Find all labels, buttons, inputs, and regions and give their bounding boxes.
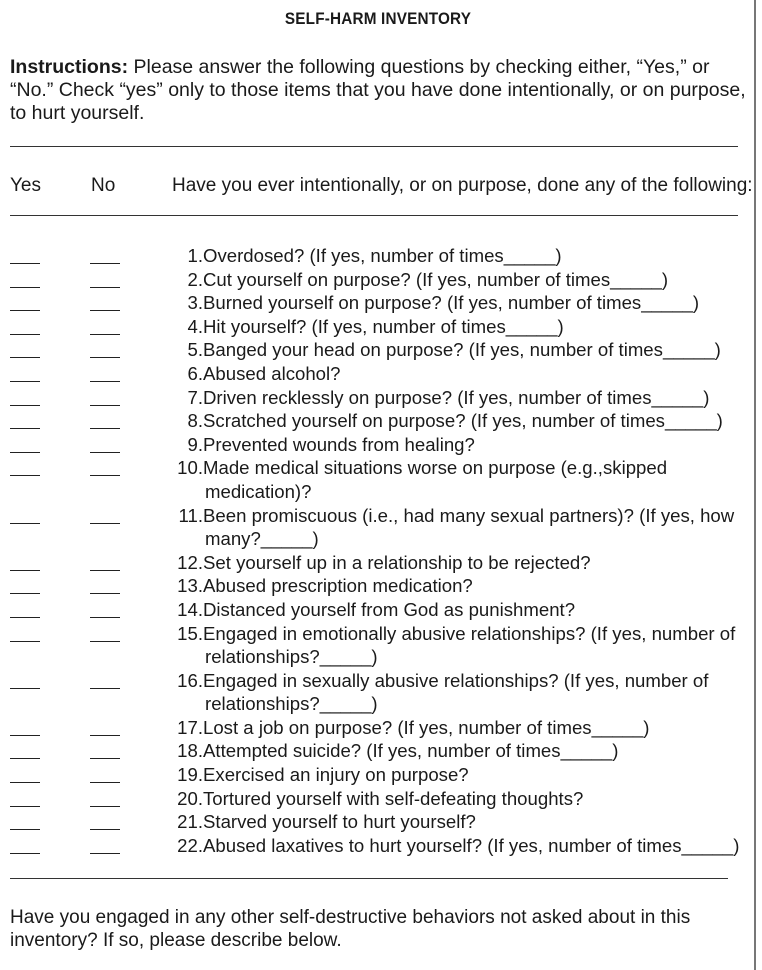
question-number: 8.: [187, 410, 203, 432]
question-line: Lost a job on purpose? (If yes, number of times_____): [203, 716, 650, 738]
question-line: relationships?_____): [205, 646, 378, 668]
no-answer-blank[interactable]: [90, 428, 120, 429]
divider-bottom: [10, 878, 728, 879]
yes-answer-blank[interactable]: [10, 617, 40, 618]
question-row: [0, 386, 756, 410]
question-number: 4.: [187, 315, 203, 337]
no-answer-blank[interactable]: [90, 735, 120, 736]
question-number: 3.: [187, 292, 203, 314]
no-answer-blank[interactable]: [90, 381, 120, 382]
question-number: 21.: [177, 811, 203, 833]
question-text: [203, 669, 743, 716]
question-line: Prevented wounds from healing?: [203, 433, 475, 455]
no-answer-blank[interactable]: [90, 688, 120, 689]
question-text: [203, 787, 743, 811]
yes-answer-blank[interactable]: [10, 405, 40, 406]
question-line: Been promiscuous (i.e., had many sexual partners)? (If yes, how: [203, 504, 735, 526]
footer-question: Have you engaged in any other self-destructive behaviors not asked about in this inventory? If so, please describe below.: [10, 907, 691, 951]
question-line: Distanced yourself from God as punishment?: [203, 598, 576, 620]
question-row: [0, 268, 756, 292]
no-answer-blank[interactable]: [90, 806, 120, 807]
question-row: [0, 716, 756, 740]
yes-answer-blank[interactable]: [10, 334, 40, 335]
yes-answer-blank[interactable]: [10, 688, 40, 689]
no-answer-blank[interactable]: [90, 570, 120, 571]
column-header-no: No: [91, 175, 116, 196]
question-number: 2.: [187, 268, 203, 290]
question-number: 13.: [177, 575, 203, 597]
question-row: [0, 622, 756, 669]
no-answer-blank[interactable]: [90, 475, 120, 476]
question-text: [203, 291, 743, 315]
no-answer-blank[interactable]: [90, 287, 120, 288]
question-row: [0, 787, 756, 811]
yes-answer-blank[interactable]: [10, 310, 40, 311]
question-row: [0, 456, 756, 503]
question-line: Driven recklessly on purpose? (If yes, number of times_____): [203, 386, 710, 408]
question-text: [203, 763, 743, 787]
question-line: Tortured yourself with self-defeating thoughts?: [203, 787, 584, 809]
yes-answer-blank[interactable]: [10, 570, 40, 571]
question-number: 19.: [177, 764, 203, 786]
yes-answer-blank[interactable]: [10, 829, 40, 830]
no-answer-blank[interactable]: [90, 523, 120, 524]
yes-answer-blank[interactable]: [10, 735, 40, 736]
no-answer-blank[interactable]: [90, 310, 120, 311]
yes-answer-blank[interactable]: [10, 593, 40, 594]
question-text: [203, 409, 743, 433]
question-row: [0, 739, 756, 763]
yes-answer-blank[interactable]: [10, 782, 40, 783]
question-text: [203, 551, 743, 575]
question-line: Abused prescription medication?: [203, 575, 473, 597]
question-line: Hit yourself? (If yes, number of times_____): [203, 315, 564, 337]
question-text: [203, 315, 743, 339]
question-text: [203, 810, 743, 834]
question-row: [0, 338, 756, 362]
question-line: relationships?_____): [205, 693, 378, 715]
yes-answer-blank[interactable]: [10, 853, 40, 854]
question-row: [0, 315, 756, 339]
question-row: [0, 409, 756, 433]
question-line: Made medical situations worse on purpose (e.g.,skipped: [203, 457, 668, 479]
no-answer-blank[interactable]: [90, 357, 120, 358]
question-line: Cut yourself on purpose? (If yes, number of times_____): [203, 268, 669, 290]
yes-answer-blank[interactable]: [10, 357, 40, 358]
yes-answer-blank[interactable]: [10, 381, 40, 382]
question-row: [0, 504, 756, 551]
question-row: [0, 598, 756, 622]
question-row: [0, 574, 756, 598]
column-header-prompt: Have you ever intentionally, or on purpose, done any of the following:: [172, 175, 753, 196]
no-answer-blank[interactable]: [90, 617, 120, 618]
question-row: [0, 834, 756, 858]
question-text: [203, 834, 743, 858]
question-number: 10.: [177, 457, 203, 479]
question-text: [203, 622, 743, 669]
no-answer-blank[interactable]: [90, 782, 120, 783]
question-text: [203, 456, 743, 503]
question-line: Set yourself up in a relationship to be rejected?: [203, 551, 591, 573]
question-text: [203, 338, 743, 362]
question-number: 16.: [177, 669, 203, 691]
no-answer-blank[interactable]: [90, 593, 120, 594]
no-answer-blank[interactable]: [90, 405, 120, 406]
question-text: [203, 739, 743, 763]
question-number: 17.: [177, 716, 203, 738]
yes-answer-blank[interactable]: [10, 452, 40, 453]
question-number: 9.: [187, 433, 203, 455]
question-text: [203, 386, 743, 410]
yes-answer-blank[interactable]: [10, 287, 40, 288]
question-line: Scratched yourself on purpose? (If yes, number of times_____): [203, 410, 723, 432]
yes-answer-blank[interactable]: [10, 428, 40, 429]
yes-answer-blank[interactable]: [10, 263, 40, 264]
question-line: Engaged in sexually abusive relationships? (If yes, number of: [203, 669, 709, 691]
question-text: [203, 433, 743, 457]
question-number: 5.: [187, 339, 203, 361]
divider-top: [10, 146, 738, 147]
question-row: [0, 291, 756, 315]
yes-answer-blank[interactable]: [10, 641, 40, 642]
question-number: 12.: [177, 551, 203, 573]
question-line: Attempted suicide? (If yes, number of times_____): [203, 740, 619, 762]
no-answer-blank[interactable]: [90, 853, 120, 854]
question-row: [0, 669, 756, 716]
question-number: 6.: [187, 362, 203, 384]
question-text: [203, 598, 743, 622]
question-line: Banged your head on purpose? (If yes, number of times_____): [203, 339, 721, 361]
question-number: 14.: [177, 598, 203, 620]
question-text: [203, 362, 743, 386]
question-number: 1.: [187, 245, 203, 266]
question-row: [0, 362, 756, 386]
question-line: medication)?: [205, 480, 312, 502]
no-answer-blank[interactable]: [90, 334, 120, 335]
question-number: 18.: [177, 740, 203, 762]
question-line: Engaged in emotionally abusive relationships? (If yes, number of: [203, 622, 736, 644]
question-number: 20.: [177, 787, 203, 809]
question-row: [0, 763, 756, 787]
question-line: Starved yourself to hurt yourself?: [203, 811, 476, 833]
question-line: Abused laxatives to hurt yourself? (If yes, number of times_____): [203, 834, 740, 856]
question-list: [0, 244, 756, 857]
no-answer-blank[interactable]: [90, 641, 120, 642]
question-number: 15.: [177, 622, 203, 644]
question-text: [203, 574, 743, 598]
yes-answer-blank[interactable]: [10, 523, 40, 524]
no-answer-blank[interactable]: [90, 263, 120, 264]
question-line: Burned yourself on purpose? (If yes, number of times_____): [203, 292, 700, 314]
question-line: Exercised an injury on purpose?: [203, 764, 469, 786]
form-title: SELF-HARM INVENTORY: [284, 9, 472, 28]
question-row: [0, 551, 756, 575]
instructions-text: Please answer the following questions by checking either, “Yes,” or “No.” Check “yes” only to those items that you have done intentionally, or on purpose, to hurt yourself.: [10, 56, 746, 124]
yes-answer-blank[interactable]: [10, 806, 40, 807]
no-answer-blank[interactable]: [90, 829, 120, 830]
question-number: 22.: [177, 834, 203, 856]
no-answer-blank[interactable]: [90, 758, 120, 759]
question-text: [203, 268, 743, 292]
yes-answer-blank[interactable]: [10, 758, 40, 759]
column-header-yes: Yes: [10, 175, 41, 196]
question-row: [0, 810, 756, 834]
question-number: 7.: [187, 386, 203, 408]
question-line: Abused alcohol?: [203, 362, 341, 384]
question-row: [0, 244, 756, 268]
instructions: [10, 56, 750, 125]
no-answer-blank[interactable]: [90, 452, 120, 453]
question-line: many?_____): [205, 528, 319, 550]
question-row: [0, 433, 756, 457]
question-text: [203, 504, 743, 551]
yes-answer-blank[interactable]: [10, 475, 40, 476]
question-text: [203, 716, 743, 740]
divider-header: [10, 215, 738, 216]
question-line: Overdosed? (If yes, number of times_____): [203, 245, 562, 266]
question-text: [203, 244, 743, 268]
question-number: 11.: [178, 504, 203, 526]
instructions-label: Instructions:: [10, 56, 129, 78]
